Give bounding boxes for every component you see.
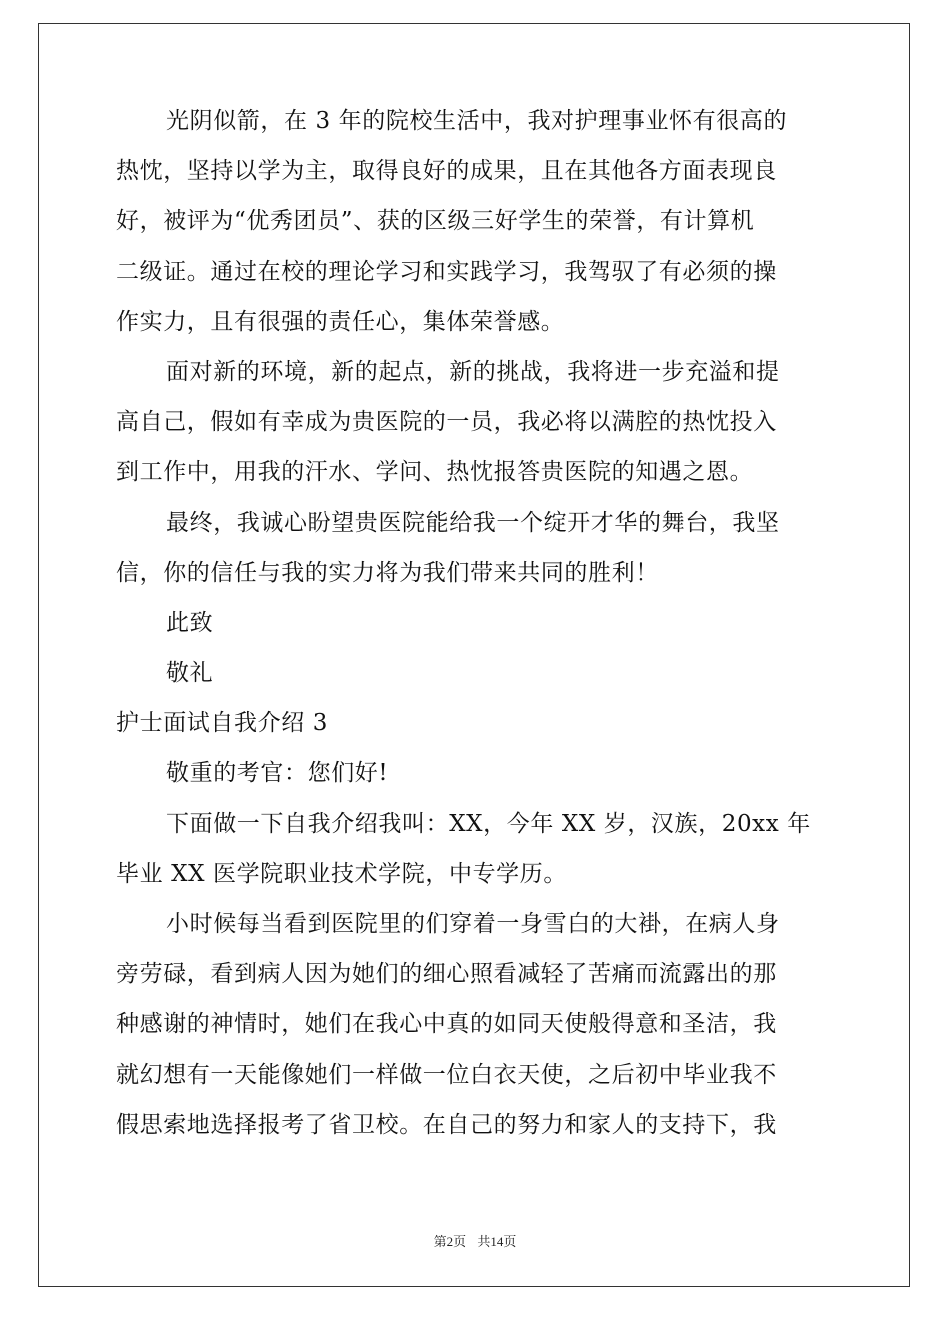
paragraph-line: 高自己，假如有幸成为贵医院的一员，我必将以满腔的热忱投入 (116, 409, 777, 436)
paragraph-line: 热忱，坚持以学为主，取得良好的成果，且在其他各方面表现良 (116, 158, 777, 185)
paragraph-line: 最终，我诚心盼望贵医院能给我一个绽开才华的舞台，我坚 (166, 509, 780, 536)
paragraph-line: 假思索地选择报考了省卫校。在自己的努力和家人的支持下，我 (116, 1111, 777, 1138)
closing-salutation: 此致 (166, 609, 214, 636)
page-footer (0, 1231, 950, 1250)
paragraph-line: 旁劳碌，看到病人因为她们的细心照看减轻了苦痛而流露出的那 (116, 961, 777, 988)
greeting-line: 敬重的考官：您们好! (166, 760, 389, 787)
paragraph-line: 光阴似箭，在 3 年的院校生活中，我对护理事业怀有很高的 (166, 108, 788, 134)
document-body (116, 96, 836, 1150)
paragraph-line: 信，你的信任与我的实力将为我们带来共同的胜利！ (116, 559, 659, 586)
paragraph-line: 好，被评为“优秀团员”、获的区级三好学生的荣誉，有计算机 (116, 208, 755, 235)
paragraph-line: 到工作中，用我的汗水、学问、热忱报答贵医院的知遇之恩。 (116, 459, 754, 486)
paragraph-line: 种感谢的神情时，她们在我心中真的如同天使般得意和圣洁，我 (116, 1011, 777, 1038)
paragraph-line: 下面做一下自我介绍我叫：XX，今年 XX 岁，汉族，20xx 年 (166, 810, 811, 837)
paragraph-line: 就幻想有一天能像她们一样做一位白衣天使，之后初中毕业我不 (116, 1061, 777, 1088)
page-total: 共14页 (477, 1234, 517, 1249)
closing-regards: 敬礼 (166, 660, 214, 687)
paragraph-line: 小时候每当看到医院里的们穿着一身雪白的大褂，在病人身 (166, 911, 780, 937)
section-heading: 护士面试自我介绍 3 (116, 710, 328, 737)
paragraph-line: 面对新的环境，新的起点，新的挑战，我将进一步充溢和提 (166, 358, 780, 385)
paragraph-line: 作实力，且有很强的责任心，集体荣誉感。 (116, 308, 565, 335)
paragraph-line: 毕业 XX 医学院职业技术学院，中专学历。 (116, 860, 567, 887)
page-number: 第2页 (433, 1234, 467, 1249)
paragraph-line: 二级证。通过在校的理论学习和实践学习，我驾驭了有必须的操 (116, 258, 777, 285)
